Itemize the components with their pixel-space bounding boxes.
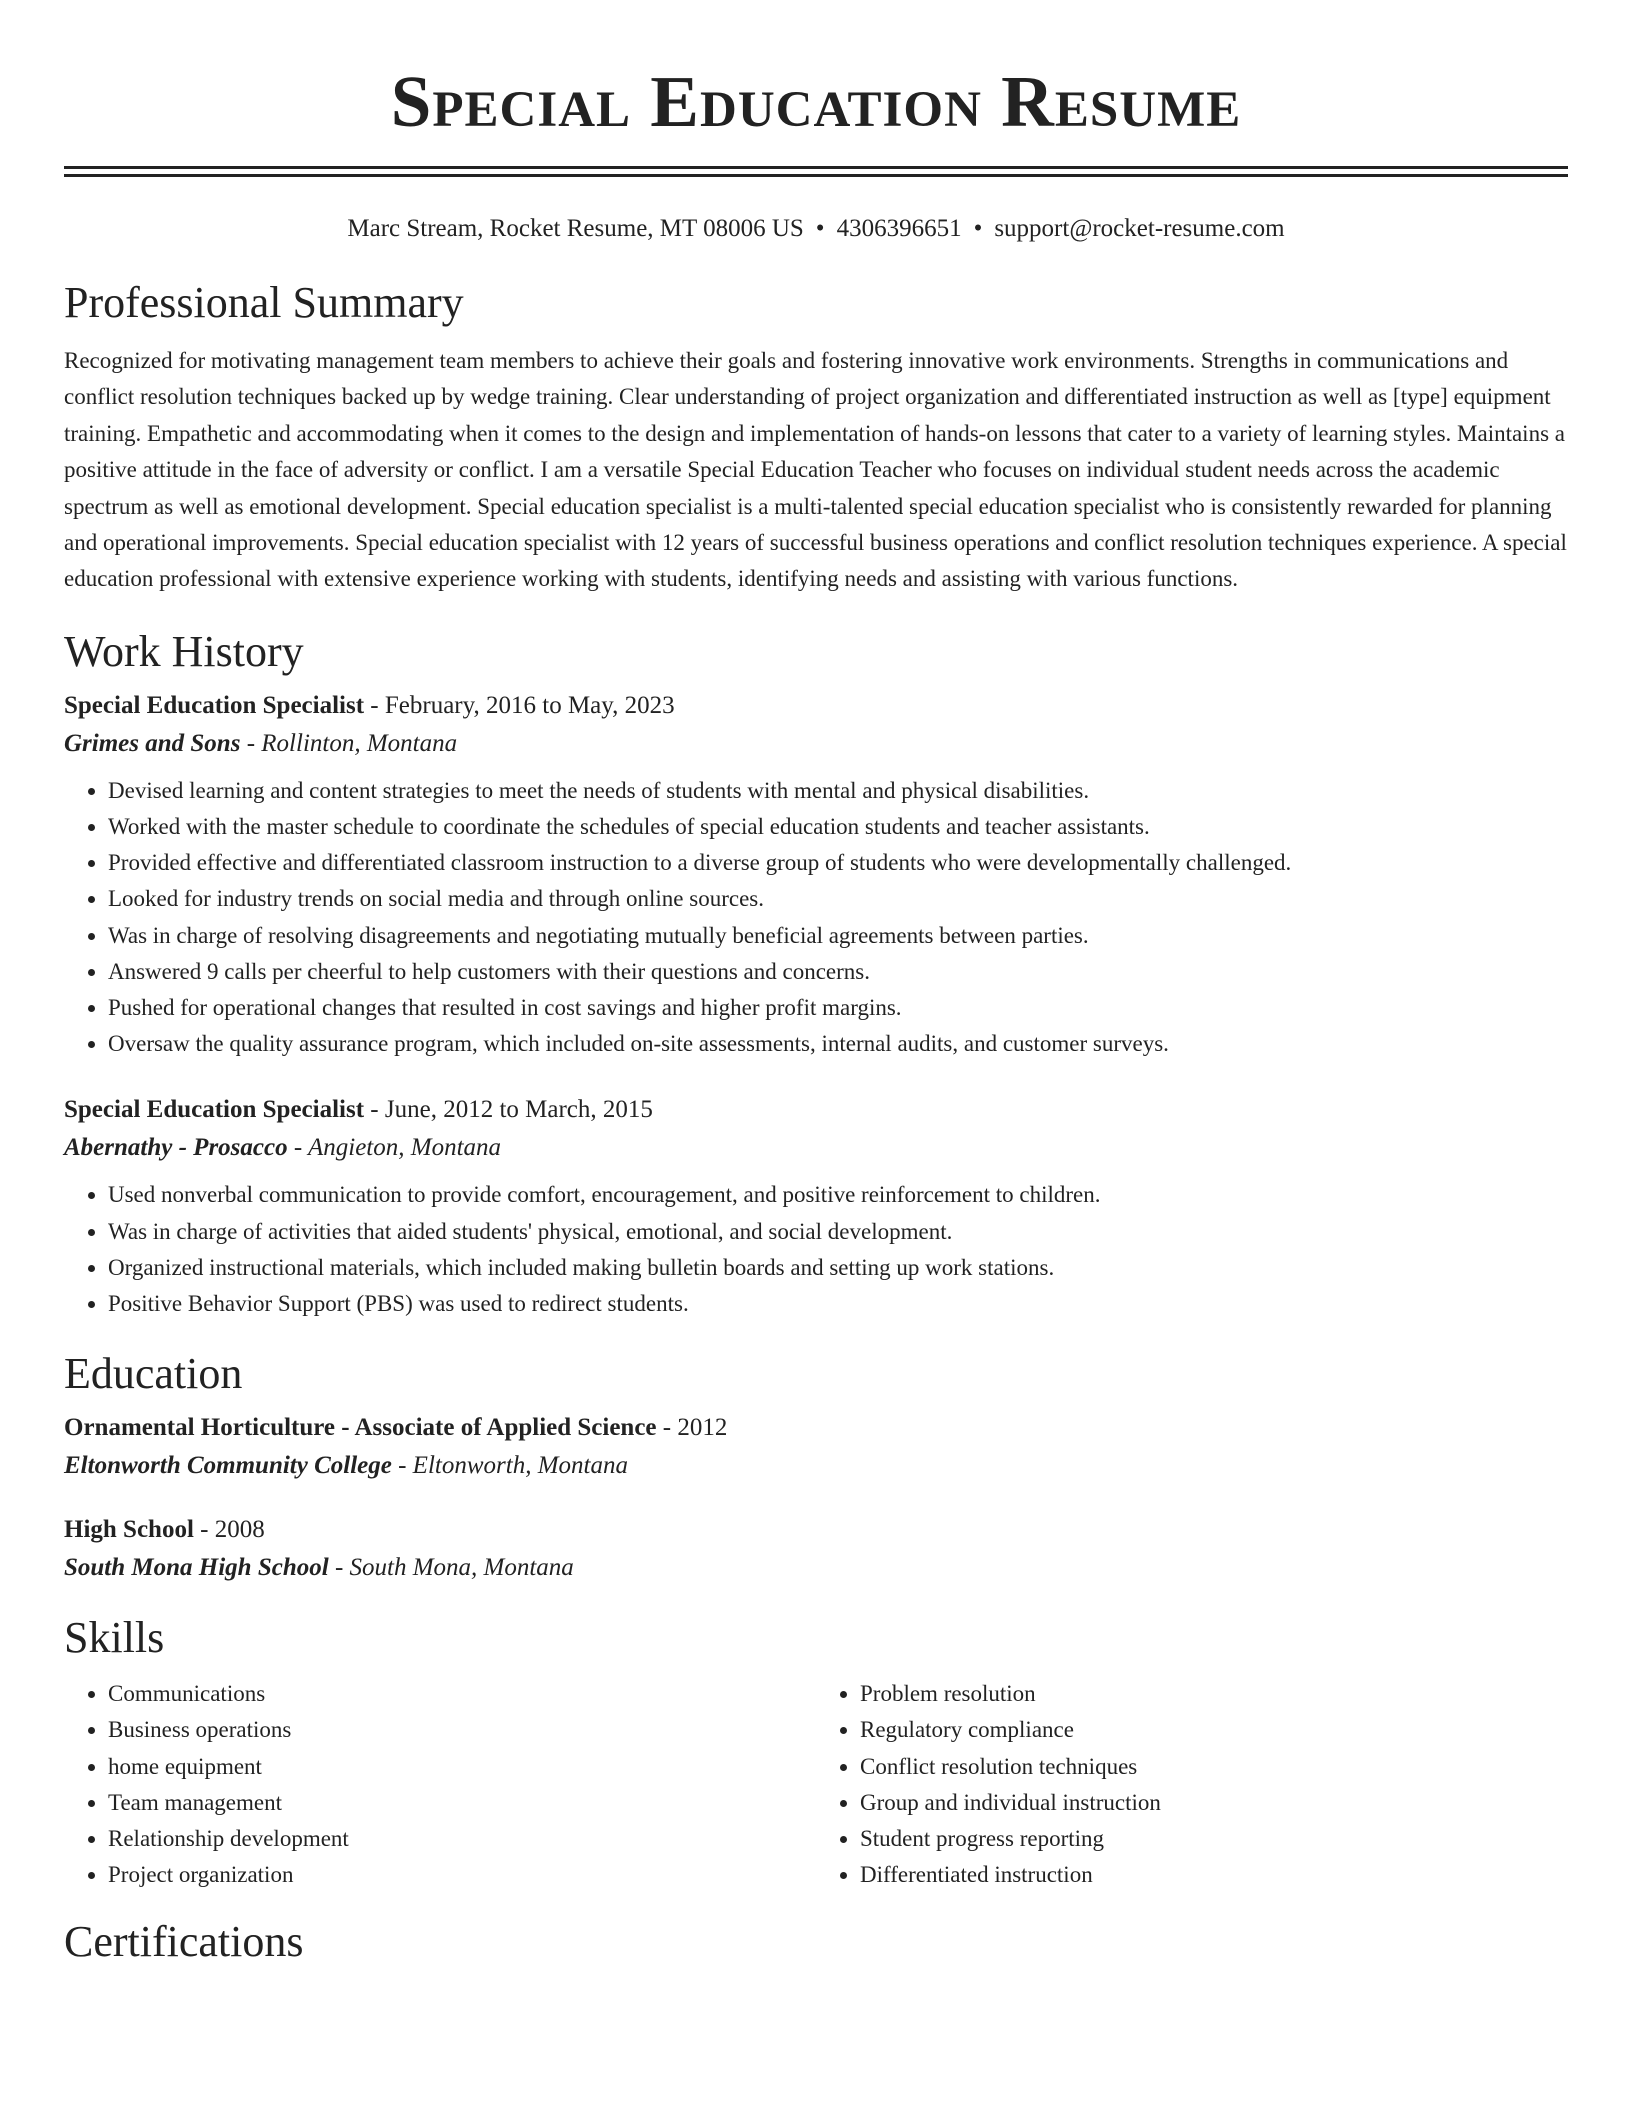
list-item: • Team management: [108, 1785, 816, 1821]
section-heading-skills: Skills: [64, 1613, 165, 1663]
education-entry: [64, 1412, 1568, 1482]
list-item: • Relationship development: [108, 1821, 816, 1857]
resume-title: Special Education Resume: [390, 61, 1242, 142]
list-item: • Was in charge of activities that aided students' physical, emotional, and social development.: [108, 1214, 1568, 1250]
contact-separator: •: [973, 215, 983, 242]
list-item: • Was in charge of resolving disagreements and negotiating mutually beneficial agreements between parties.: [108, 918, 1568, 954]
job-title-line: [64, 1094, 1568, 1126]
list-item: • Pushed for operational changes that resulted in cost savings and higher profit margins.: [108, 990, 1568, 1026]
education-school-line: [64, 1450, 1568, 1482]
skills-list-right: [816, 1676, 1568, 1893]
job-employer-line: [64, 1132, 1568, 1164]
list-item: • Oversaw the quality assurance program, which included on-site assessments, internal audits, and customer surveys.: [108, 1026, 1568, 1062]
job-title: Special Education Specialist: [64, 1096, 365, 1124]
list-item: • Group and individual instruction: [860, 1785, 1568, 1821]
list-item: • Used nonverbal communication to provide comfort, encouragement, and positive reinforcement to children.: [108, 1177, 1568, 1213]
list-item: • Problem resolution: [860, 1676, 1568, 1712]
list-item: • Answered 9 calls per cheerful to help customers with their questions and concerns.: [108, 954, 1568, 990]
education-school: Eltonworth Community College: [64, 1452, 392, 1480]
education-location: - Eltonworth, Montana: [391, 1452, 628, 1480]
list-item: • Devised learning and content strategies to meet the needs of students with mental and physical disabilities.: [108, 773, 1568, 809]
job-bullets: [64, 773, 1568, 1063]
job-location: - Angieton, Montana: [287, 1134, 502, 1162]
list-item: • Worked with the master schedule to coordinate the schedules of special education students and teacher assistants.: [108, 809, 1568, 845]
education-year: - 2008: [193, 1516, 265, 1544]
contact-address: Marc Stream, Rocket Resume, MT 08006 US: [347, 215, 804, 242]
education-degree-line: [64, 1412, 1568, 1444]
list-item: • Student progress reporting: [860, 1821, 1568, 1857]
list-item: • Positive Behavior Support (PBS) was used to redirect students.: [108, 1286, 1568, 1322]
job-dates: - June, 2012 to March, 2015: [364, 1096, 653, 1124]
list-item: • Project organization: [108, 1857, 816, 1893]
job-title: Special Education Specialist: [64, 691, 365, 719]
job-title-line: [64, 690, 1568, 722]
contact-email: support@rocket-resume.com: [994, 215, 1285, 242]
list-item: • Provided effective and differentiated classroom instruction to a diverse group of students who were developmentally challenged.: [108, 845, 1568, 881]
job-location: - Rollinton, Montana: [240, 729, 458, 757]
summary-text: Recognized for motivating management team members to achieve their goals and fostering innovative work environments. Strengths in communications and conflict resolution techniques backed up by wedge training. Clear understanding of project organization and differentiated instruction as well as [type] equipment training. Empathetic and accommodating when it comes to the design and implementation of hands-on lessons that cater to a variety of learning styles. Maintains a positive attitude in the face of adversity or conflict. I am a versatile Special Education Teacher who focuses on individual student needs across the academic spectrum as well as emotional development. Special education specialist is a multi-talented special education specialist who is consistently rewarded for planning and operational improvements. Special education specialist with 12 years of successful business operations and conflict resolution techniques experience. A special education professional with extensive experience working with students, identifying needs and assisting with various functions.: [64, 348, 1567, 592]
contact-separator: •: [815, 215, 825, 242]
education-year: - 2012: [656, 1414, 728, 1442]
education-degree: High School: [64, 1516, 194, 1544]
list-item: • Differentiated instruction: [860, 1857, 1568, 1893]
contact-line: [64, 213, 1568, 245]
skills-grid: [64, 1676, 1568, 1893]
contact-phone: 4306396651: [836, 215, 962, 242]
section-heading-education: Education: [64, 1349, 243, 1399]
job-employer: Grimes and Sons: [64, 729, 241, 757]
list-item: • Business operations: [108, 1712, 816, 1748]
section-heading-work-history: Work History: [64, 626, 304, 676]
job-employer: Abernathy - Prosacco: [64, 1134, 288, 1162]
job-dates: - February, 2016 to May, 2023: [364, 691, 675, 719]
list-item: • Looked for industry trends on social media and through online sources.: [108, 881, 1568, 917]
job-entry: [64, 1094, 1568, 1322]
section-heading-certifications: Certifications: [64, 1916, 304, 1966]
list-item: • home equipment: [108, 1749, 816, 1785]
list-item: • Communications: [108, 1676, 816, 1712]
education-school-line: [64, 1552, 1568, 1584]
list-item: • Regulatory compliance: [860, 1712, 1568, 1748]
list-item: • Conflict resolution techniques: [860, 1749, 1568, 1785]
section-heading-summary: Professional Summary: [64, 278, 464, 327]
education-degree: Ornamental Horticulture - Associate of Applied Science: [64, 1414, 657, 1442]
education-entry: [64, 1514, 1568, 1584]
education-school: South Mona High School: [64, 1554, 329, 1582]
education-degree-line: [64, 1514, 1568, 1546]
skills-list-left: [64, 1676, 816, 1893]
education-location: - South Mona, Montana: [328, 1554, 574, 1582]
list-item: • Organized instructional materials, which included making bulletin boards and setting up work stations.: [108, 1250, 1568, 1286]
job-employer-line: [64, 728, 1568, 760]
job-entry: [64, 690, 1568, 1063]
job-bullets: [64, 1177, 1568, 1322]
title-double-rule: [64, 166, 1568, 177]
